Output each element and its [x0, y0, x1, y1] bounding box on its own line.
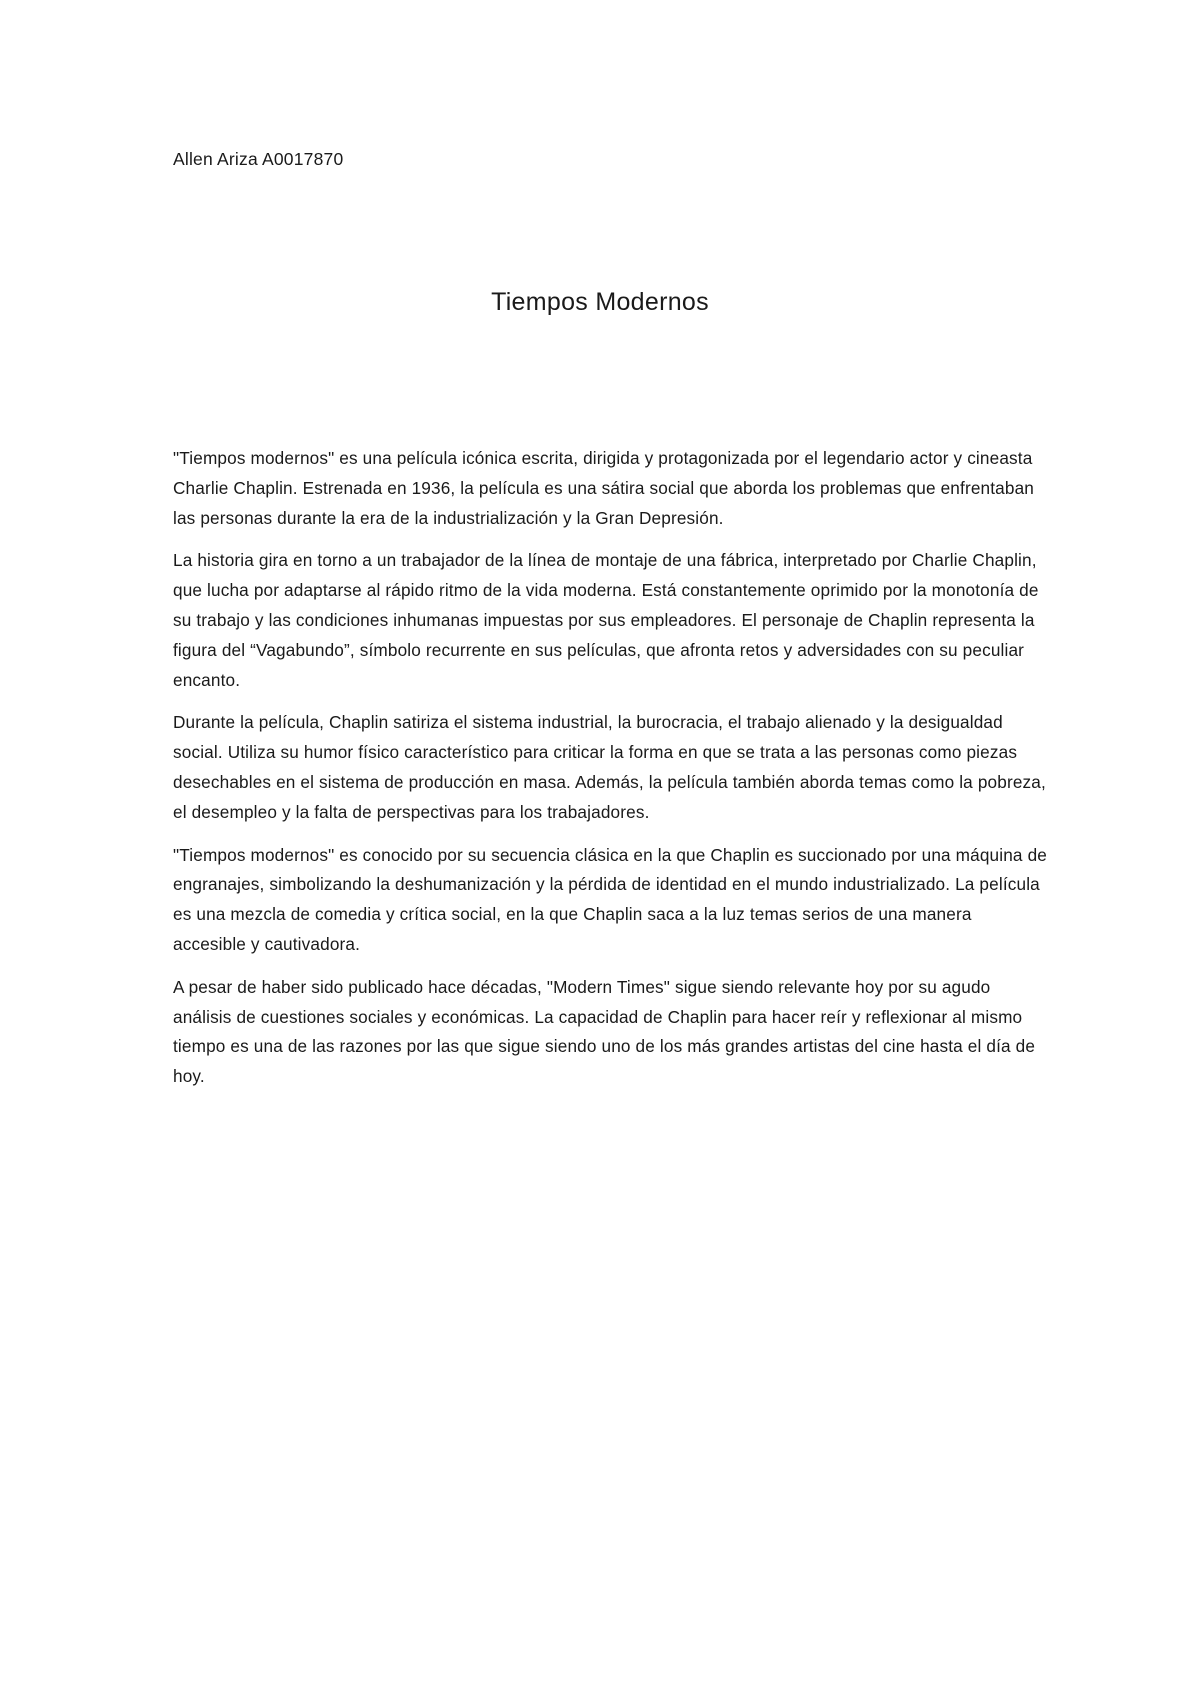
document-body	[173, 444, 1048, 1105]
paragraph: "Tiempos modernos" es conocido por su secuencia clásica en la que Chaplin es succionado por una máquina de engranajes, simbolizando la deshumanización y la pérdida de identidad en el mundo industrializado. La película es una mezcla de comedia y crítica social, en la que Chaplin saca a la luz temas serios de una manera accesible y cautivadora.	[173, 844, 1047, 954]
paragraph: A pesar de haber sido publicado hace décadas, "Modern Times" sigue siendo relevante hoy por su agudo análisis de cuestiones sociales y económicas. La capacidad de Chaplin para hacer reír y reflexionar al mismo tiempo es una de las razones por las que sigue siendo uno de los más grandes artistas del cine hasta el día de hoy.	[173, 976, 1036, 1087]
author-line: Allen Ariza A0017870	[173, 149, 344, 169]
paragraph: La historia gira en torno a un trabajador de la línea de montaje de una fábrica, interpretado por Charlie Chaplin, que lucha por adaptarse al rápido ritmo de la vida moderna. Está constantemente oprimido por la monotonía de su trabajo y las condiciones inhumanas impuestas por sus empleadores. El personaje de Chaplin representa la figura del “Vagabundo”, símbolo recurrente en sus películas, que afronta retos y adversidades con su peculiar encanto.	[173, 550, 1039, 690]
document-title: Tiempos Modernos	[491, 288, 709, 316]
paragraph: "Tiempos modernos" es una película icónica escrita, dirigida y protagonizada por el legendario actor y cineasta Charlie Chaplin. Estrenada en 1936, la película es una sátira social que aborda los problemas que enfrentaban las personas durante la era de la industrialización y la Gran Depresión.	[173, 448, 1034, 528]
paragraph: Durante la película, Chaplin satiriza el sistema industrial, la burocracia, el trabajo alienado y la desigualdad social. Utiliza su humor físico característico para criticar la forma en que se trata a las personas como piezas desechables en el sistema de producción en masa. Además, la película también aborda temas como la pobreza, el desempleo y la falta de perspectivas para los trabajadores.	[173, 712, 1046, 822]
